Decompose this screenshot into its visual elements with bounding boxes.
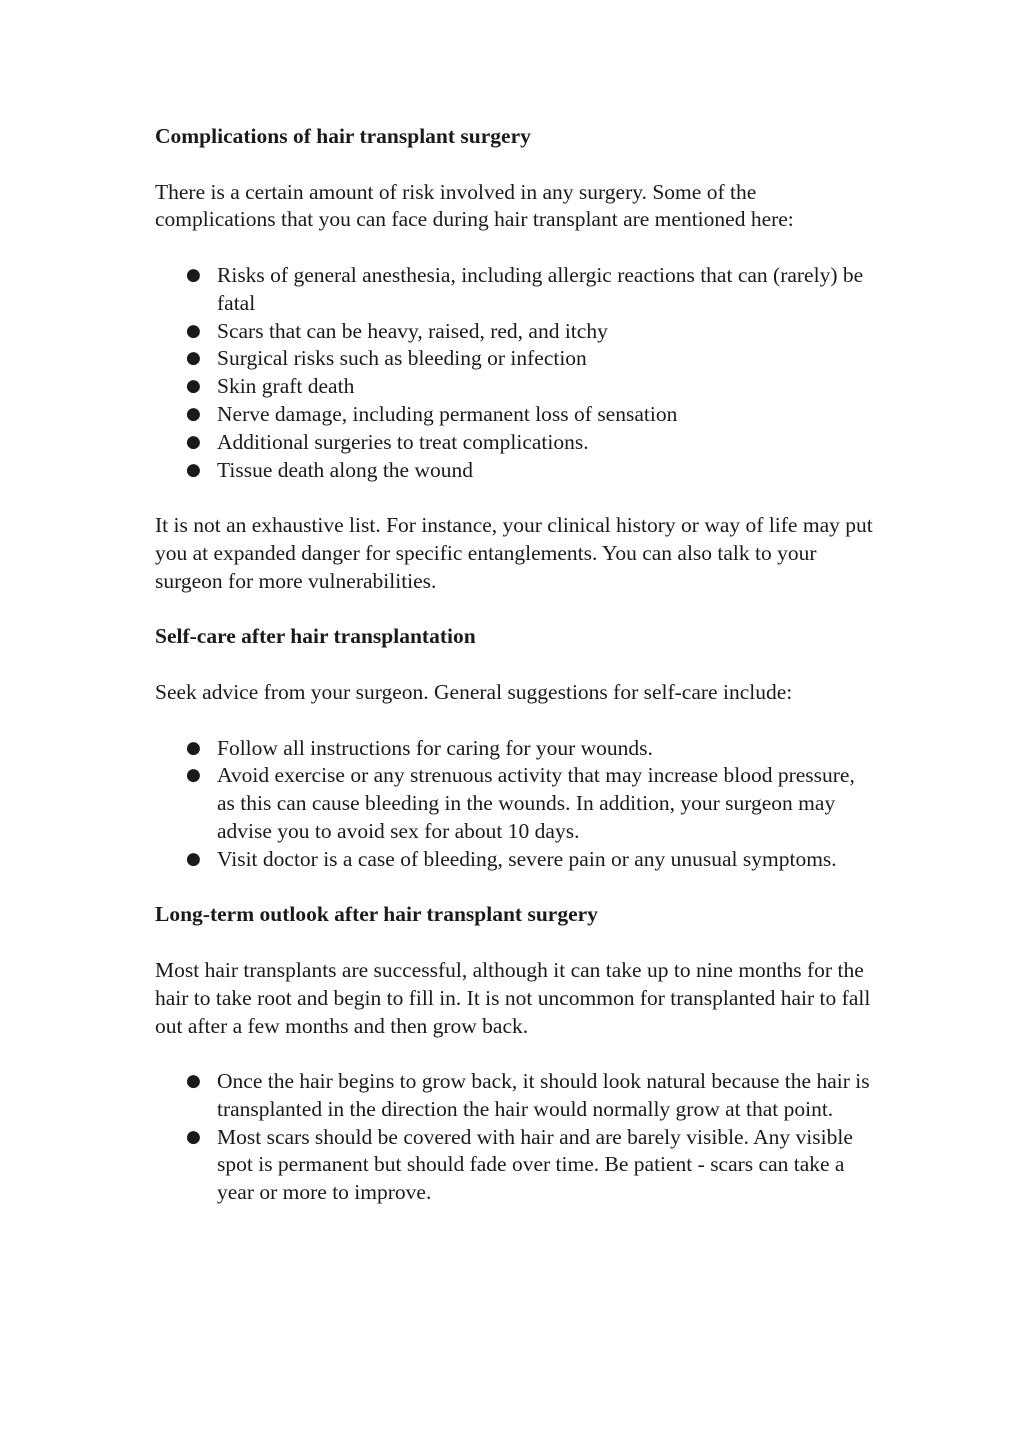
list-item	[155, 1068, 875, 1124]
outlook-list	[155, 1068, 875, 1207]
bullet-icon: ●	[186, 765, 201, 786]
list-item	[155, 318, 875, 346]
spacer	[155, 707, 875, 735]
bullet-icon: ●	[186, 1126, 201, 1147]
bullet-icon: ●	[186, 376, 201, 397]
list-item	[155, 401, 875, 429]
list-item-text: Avoid exercise or any strenuous activity that may increase blood pressure, as this can cause bleeding in the wounds. In addition, your surgeon may advise you to avoid sex for about 10 days.	[217, 763, 855, 843]
list-item	[155, 429, 875, 457]
list-item-text: Visit doctor is a case of bleeding, severe pain or any unusual symptoms.	[217, 846, 837, 871]
list-item-text: Follow all instructions for caring for your wounds.	[217, 735, 653, 760]
list-item	[155, 1124, 875, 1207]
self-care-intro: Seek advice from your surgeon. General suggestions for self-care include:	[155, 679, 793, 704]
bullet-icon: ●	[186, 431, 201, 452]
list-item	[155, 345, 875, 373]
spacer	[155, 929, 875, 957]
bullet-icon: ●	[186, 737, 201, 758]
list-item	[155, 457, 875, 485]
list-item-text: Most scars should be covered with hair and are barely visible. Any visible spot is permanent but should fade over time. Be patient - scars can take a year or more to improve.	[217, 1124, 853, 1205]
list-item	[155, 373, 875, 401]
spacer	[155, 151, 875, 179]
bullet-icon: ●	[186, 264, 201, 285]
list-item-text: Risks of general anesthesia, including allergic reactions that can (rarely) be fatal	[217, 262, 864, 315]
spacer	[155, 234, 875, 262]
bullet-icon: ●	[186, 848, 201, 869]
document-page	[155, 123, 875, 1207]
outlook-intro: Most hair transplants are successful, although it can take up to nine months for the hair to take root and begin to fill in. It is not uncommon for transplanted hair to fall out after a few months and then grow back.	[155, 957, 871, 1038]
section-heading-complications: Complications of hair transplant surgery	[155, 124, 531, 148]
self-care-list	[155, 735, 875, 874]
complications-list	[155, 262, 875, 484]
list-item	[155, 262, 875, 318]
bullet-icon: ●	[186, 320, 201, 341]
list-item	[155, 762, 875, 845]
spacer	[155, 596, 875, 624]
list-item-text: Surgical risks such as bleeding or infection	[217, 346, 587, 371]
list-item	[155, 735, 875, 763]
list-item-text: Tissue death along the wound	[217, 457, 473, 482]
complications-intro: There is a certain amount of risk involved in any surgery. Some of the complications that you can face during hair transplant are mentioned here:	[155, 179, 794, 232]
bullet-icon: ●	[186, 459, 201, 480]
list-item	[155, 846, 875, 874]
list-item-text: Once the hair begins to grow back, it should look natural because the hair is transplanted in the direction the hair would normally grow at that point.	[217, 1069, 870, 1121]
spacer	[155, 874, 875, 902]
bullet-icon: ●	[186, 348, 201, 369]
list-item-text: Nerve damage, including permanent loss of sensation	[217, 401, 678, 426]
bullet-icon: ●	[186, 1071, 201, 1092]
section-heading-self-care: Self-care after hair transplantation	[155, 624, 476, 649]
spacer	[155, 1040, 875, 1068]
spacer	[155, 484, 875, 512]
section-heading-outlook: Long-term outlook after hair transplant surgery	[155, 902, 598, 927]
complications-outro: It is not an exhaustive list. For instance, your clinical history or way of life may put you at expanded danger for specific entanglements. You can also talk to your surgeon for more vulnerabilities.	[155, 513, 873, 593]
list-item-text: Additional surgeries to treat complications.	[217, 429, 589, 454]
bullet-icon: ●	[186, 403, 201, 424]
list-item-text: Scars that can be heavy, raised, red, and itchy	[217, 318, 608, 343]
list-item-text: Skin graft death	[217, 374, 355, 399]
spacer	[155, 651, 875, 679]
